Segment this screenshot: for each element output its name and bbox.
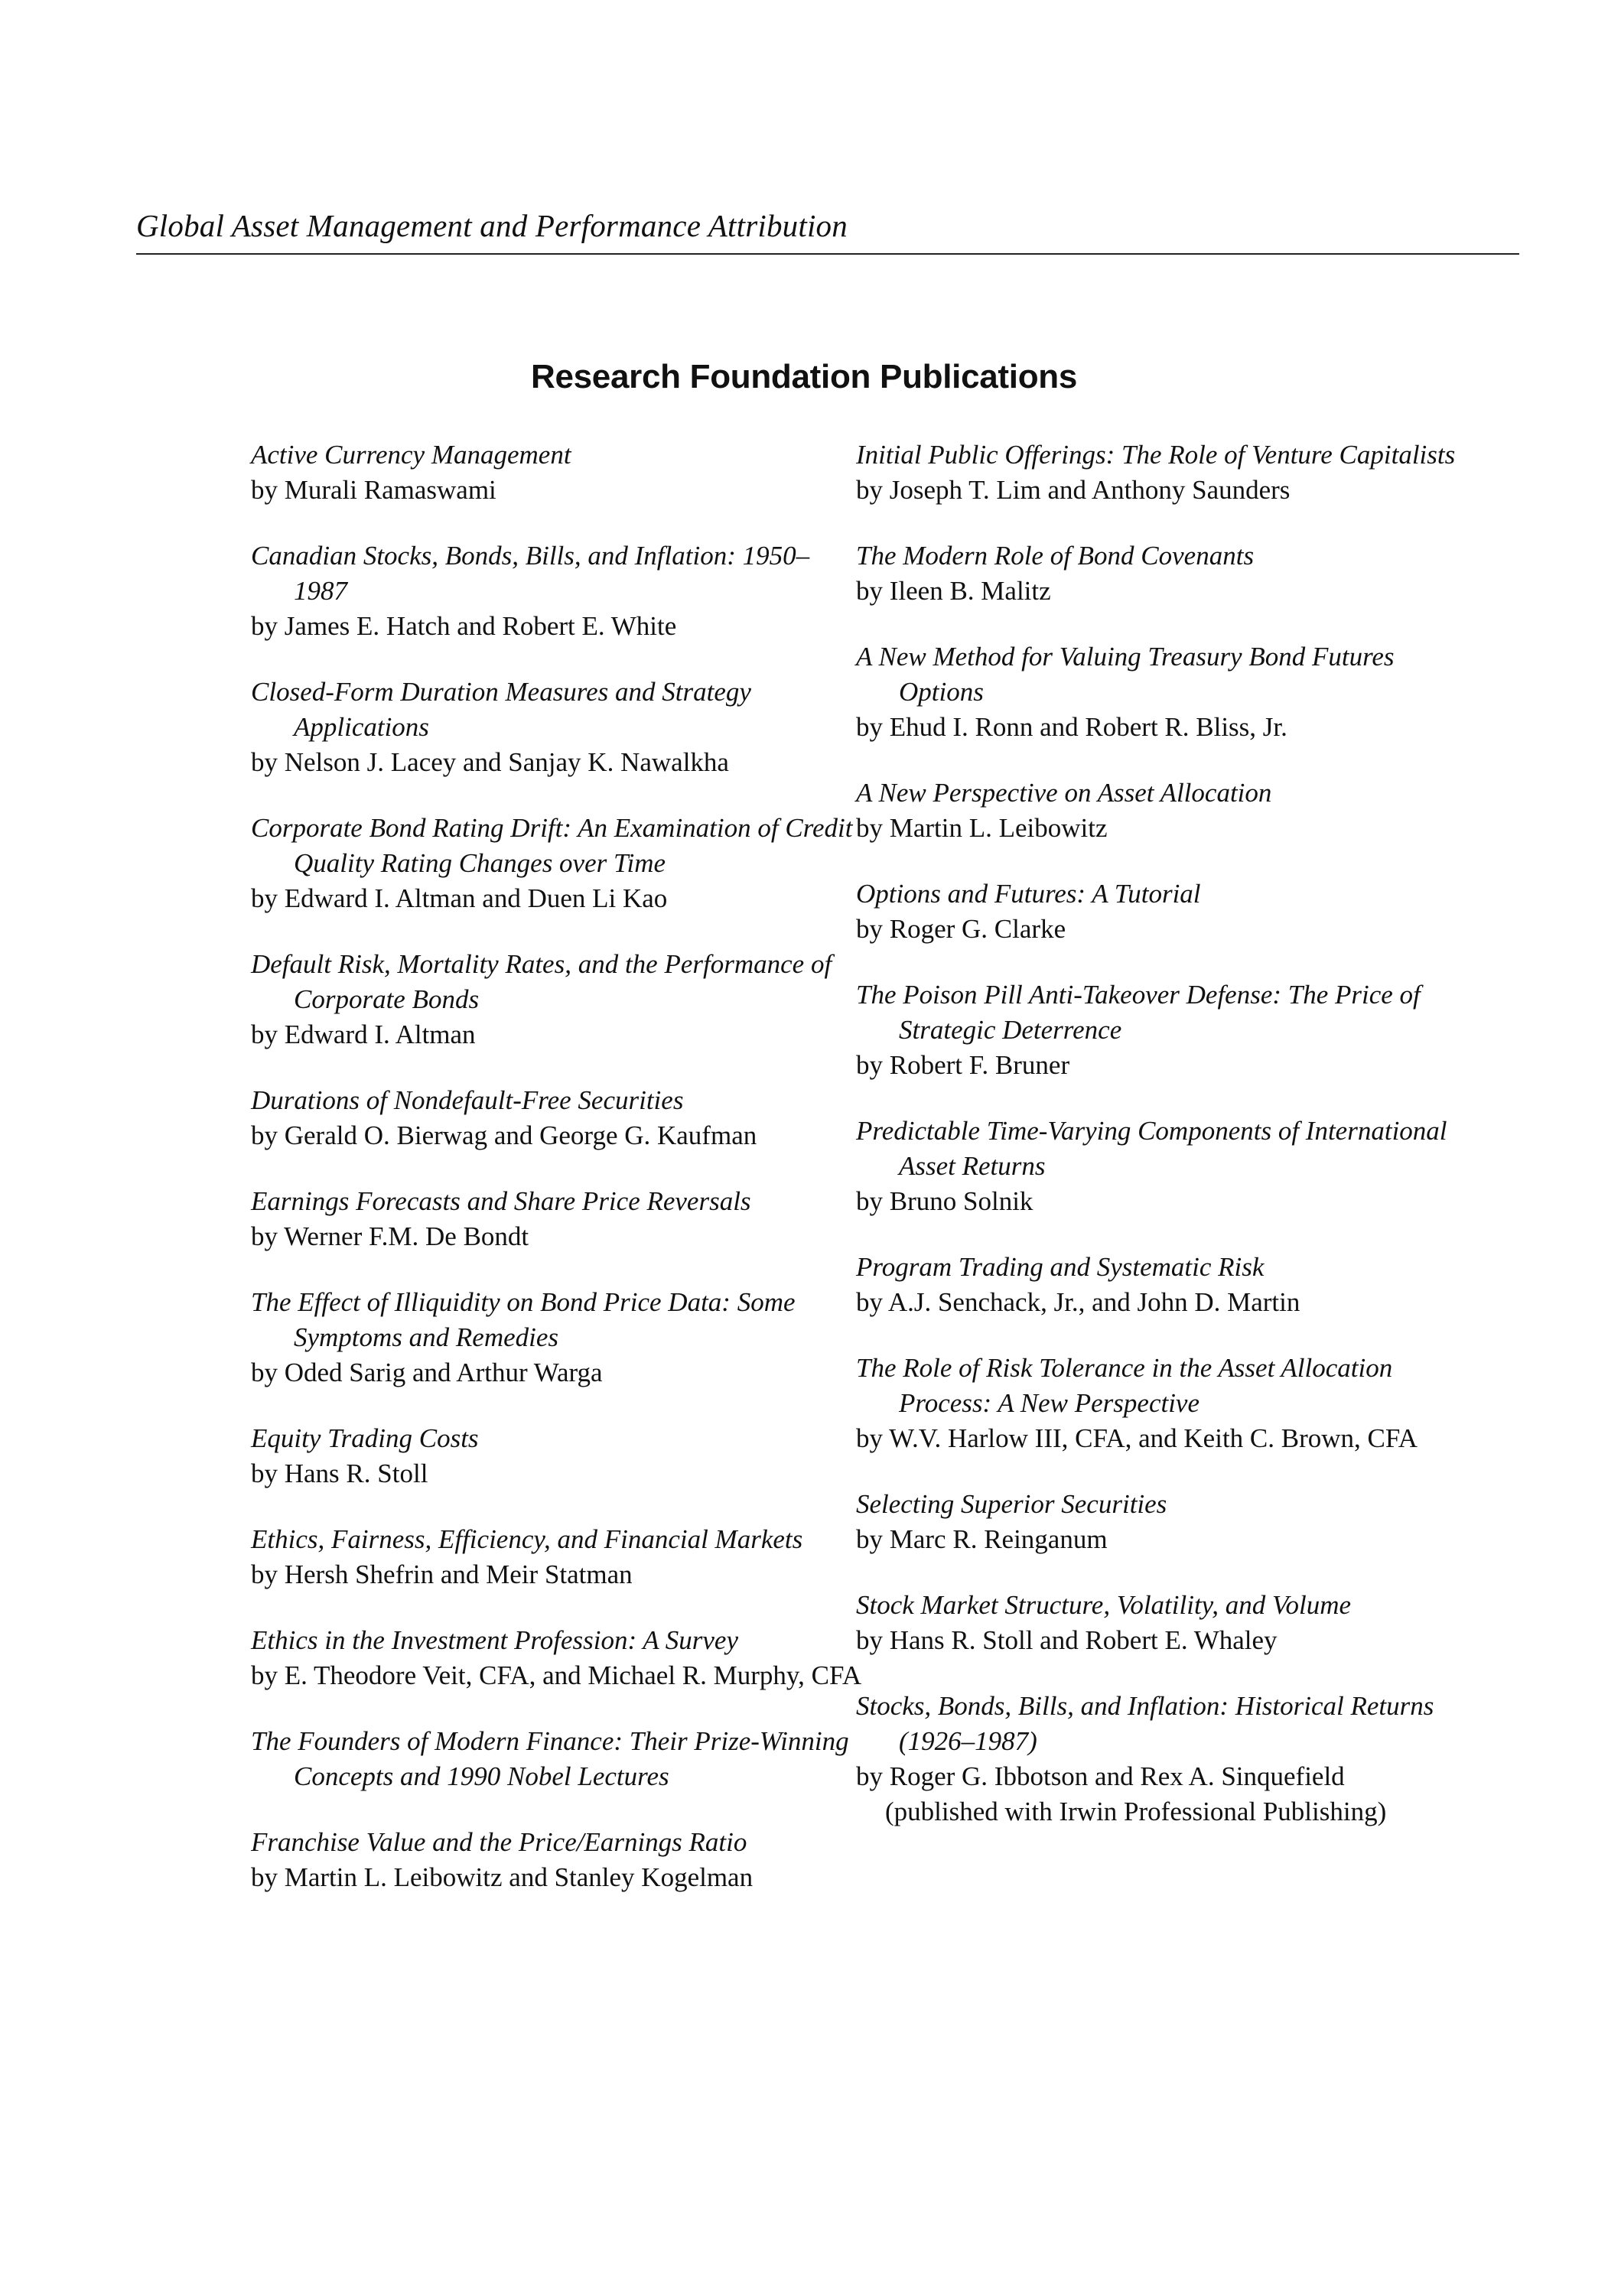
publication-entry [251, 1623, 863, 1693]
publication-entry [856, 1689, 1468, 1829]
publication-title: Durations of Nondefault-Free Securities [251, 1085, 684, 1115]
running-head-title: Global Asset Management and Performance Attribution [136, 208, 848, 243]
publication-author: by Hans R. Stoll [251, 1459, 428, 1488]
page-title: Research Foundation Publications [530, 358, 1078, 395]
publication-author: by Martin L. Leibowitz [856, 813, 1108, 843]
publication-entry [251, 1724, 863, 1794]
publication-author: by E. Theodore Veit, CFA, and Michael R. Murphy, CFA [251, 1660, 862, 1690]
publication-title: Predictable Time-Varying Components of International Asset Returns [856, 1116, 1447, 1181]
publication-title: Program Trading and Systematic Risk [856, 1252, 1265, 1282]
publication-title: Options and Futures: A Tutorial [856, 879, 1201, 909]
publication-author: by Robert F. Bruner [856, 1050, 1070, 1080]
publication-entry [251, 947, 863, 1052]
publication-author: by Marc R. Reinganum [856, 1524, 1108, 1554]
publication-title: Active Currency Management [251, 440, 571, 470]
publication-title: Ethics in the Investment Profession: A Survey [251, 1625, 738, 1655]
publication-entry [856, 776, 1468, 846]
publication-author: by Roger G. Ibbotson and Rex A. Sinquefield [856, 1761, 1345, 1791]
publication-entry [251, 437, 863, 508]
publication-author: by A.J. Senchack, Jr., and John D. Martin [856, 1287, 1300, 1317]
publication-entry [856, 538, 1468, 609]
publication-title: The Modern Role of Bond Covenants [856, 541, 1255, 571]
publication-title: The Poison Pill Anti-Takeover Defense: The Price of Strategic Deterrence [856, 980, 1421, 1045]
publication-entry [856, 876, 1468, 947]
publication-entry [856, 977, 1468, 1083]
publication-title: Default Risk, Mortality Rates, and the Performance of Corporate Bonds [251, 949, 832, 1014]
publication-author: by Murali Ramaswami [251, 475, 496, 505]
publication-author: by Hans R. Stoll and Robert E. Whaley [856, 1625, 1278, 1655]
publication-title: Equity Trading Costs [251, 1423, 479, 1453]
publication-title: Closed-Form Duration Measures and Strategy Applications [251, 677, 751, 742]
publication-author: by Werner F.M. De Bondt [251, 1221, 529, 1251]
publication-title: The Role of Risk Tolerance in the Asset Allocation Process: A New Perspective [856, 1353, 1393, 1418]
publication-list-right [856, 437, 1468, 1860]
publication-author: by Joseph T. Lim and Anthony Saunders [856, 475, 1291, 505]
publication-title: A New Perspective on Asset Allocation [856, 778, 1272, 808]
publication-author: by Edward I. Altman [251, 1020, 476, 1049]
publication-entry [251, 1083, 863, 1153]
publication-entry [251, 1421, 863, 1491]
publication-title: Earnings Forecasts and Share Price Reversals [251, 1186, 751, 1216]
publication-title: Canadian Stocks, Bonds, Bills, and Inflation: 1950–1987 [251, 541, 810, 606]
publication-title: Selecting Superior Securities [856, 1489, 1167, 1519]
publication-entry [251, 1825, 863, 1895]
publication-entry [856, 1250, 1468, 1320]
publication-title: Franchise Value and the Price/Earnings Ratio [251, 1827, 747, 1857]
publication-author: by James E. Hatch and Robert E. White [251, 611, 677, 641]
publication-title: A New Method for Valuing Treasury Bond Futures Options [856, 642, 1395, 707]
publication-list-left [251, 437, 863, 1926]
publication-title: Initial Public Offerings: The Role of Venture Capitalists [856, 440, 1456, 470]
header-rule [136, 253, 1519, 255]
publication-entry [856, 1487, 1468, 1557]
publication-title: Stock Market Structure, Volatility, and Volume [856, 1590, 1352, 1620]
publication-title: Stocks, Bonds, Bills, and Inflation: Historical Returns (1926–1987) [856, 1691, 1434, 1756]
publication-author: by Ileen B. Malitz [856, 576, 1051, 606]
publication-title: Corporate Bond Rating Drift: An Examination of Credit Quality Rating Changes over Time [251, 813, 853, 878]
publication-entry [856, 1114, 1468, 1219]
publication-author: by Edward I. Altman and Duen Li Kao [251, 883, 668, 913]
publication-note: (published with Irwin Professional Publishing) [885, 1797, 1387, 1826]
publication-entry [251, 538, 863, 644]
publication-entry [856, 1588, 1468, 1658]
publication-author: by Roger G. Clarke [856, 914, 1066, 944]
publication-entry [251, 675, 863, 780]
publication-author: by W.V. Harlow III, CFA, and Keith C. Brown, CFA [856, 1423, 1418, 1453]
publication-author: by Martin L. Leibowitz and Stanley Kogelman [251, 1862, 754, 1892]
publication-entry [251, 1522, 863, 1592]
publication-title: Ethics, Fairness, Efficiency, and Financial Markets [251, 1524, 803, 1554]
publication-entry [251, 811, 863, 916]
publication-entry [251, 1285, 863, 1390]
publication-author: by Oded Sarig and Arthur Warga [251, 1358, 603, 1387]
publication-author: by Gerald O. Bierwag and George G. Kaufman [251, 1120, 757, 1150]
publication-entry [856, 437, 1468, 508]
publication-entry [856, 1351, 1468, 1456]
publication-author: by Nelson J. Lacey and Sanjay K. Nawalkha [251, 747, 729, 777]
publication-entry [251, 1184, 863, 1254]
publication-author: by Ehud I. Ronn and Robert R. Bliss, Jr. [856, 712, 1287, 742]
publication-entry [856, 639, 1468, 745]
publication-author: by Bruno Solnik [856, 1186, 1033, 1216]
publication-author: by Hersh Shefrin and Meir Statman [251, 1559, 633, 1589]
publication-title: The Founders of Modern Finance: Their Prize-Winning Concepts and 1990 Nobel Lectures [251, 1726, 849, 1791]
publication-title: The Effect of Illiquidity on Bond Price Data: Some Symptoms and Remedies [251, 1287, 796, 1352]
